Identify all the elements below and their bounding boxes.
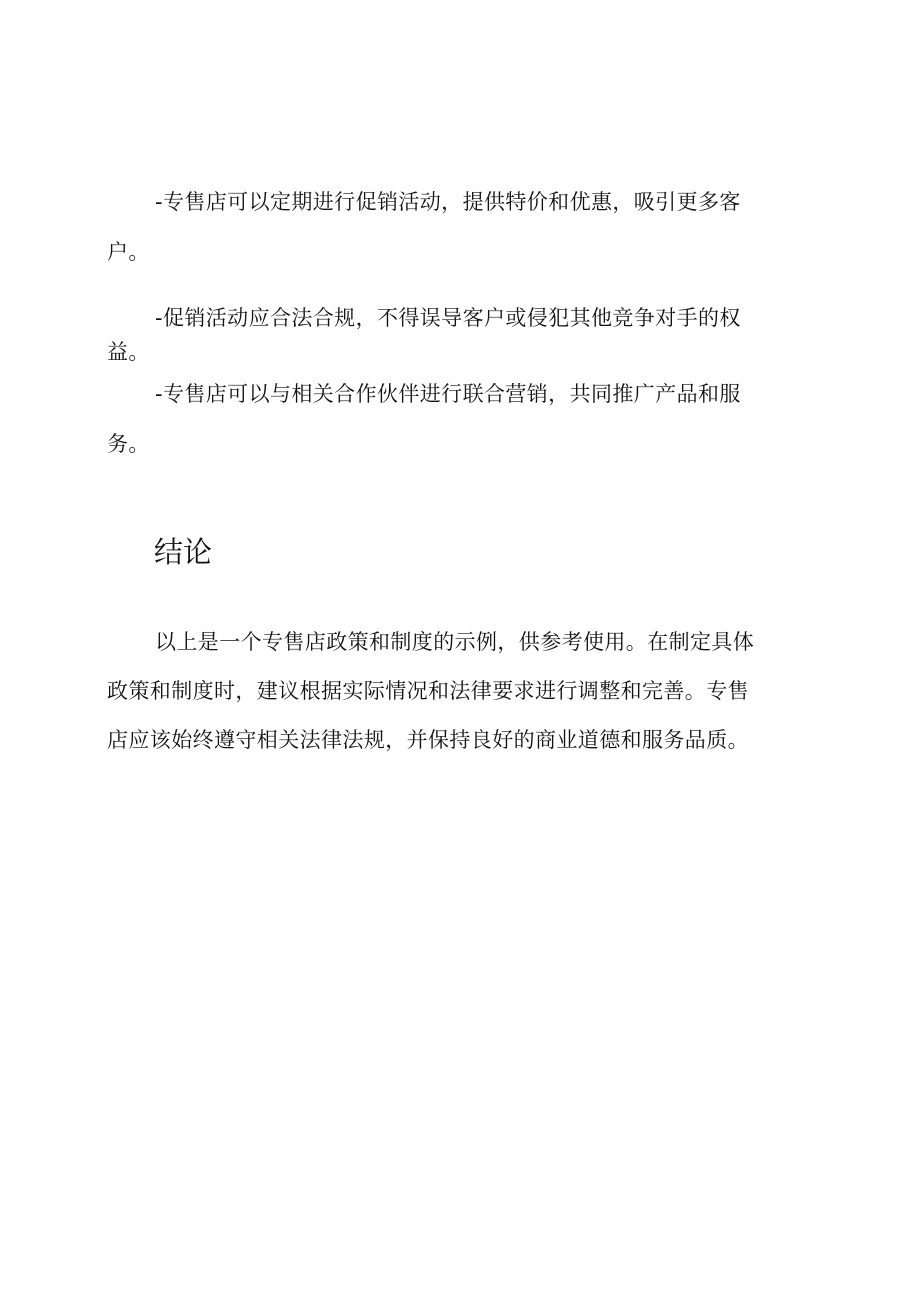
bullet-line-continued: 益。	[107, 340, 150, 364]
paragraph-line: 以上是一个专售店政策和制度的示例，供参考使用。在制定具体	[155, 630, 755, 654]
paragraph-line: 店应该始终遵守相关法律法规，并保持良好的商业道德和服务品质。	[107, 728, 749, 752]
bullet-line-continued: 务。	[107, 432, 150, 456]
bullet-line: -专售店可以定期进行促销活动，提供特价和优惠，吸引更多客	[155, 190, 741, 214]
section-heading-conclusion: 结论	[154, 535, 213, 569]
bullet-line: -专售店可以与相关合作伙伴进行联合营销，共同推广产品和服	[155, 382, 741, 406]
bullet-line: -促销活动应合法合规，不得误导客户或侵犯其他竞争对手的权	[155, 306, 741, 330]
paragraph-line: 政策和制度时，建议根据实际情况和法律要求进行调整和完善。专售	[107, 679, 749, 703]
bullet-line-continued: 户。	[107, 240, 150, 264]
